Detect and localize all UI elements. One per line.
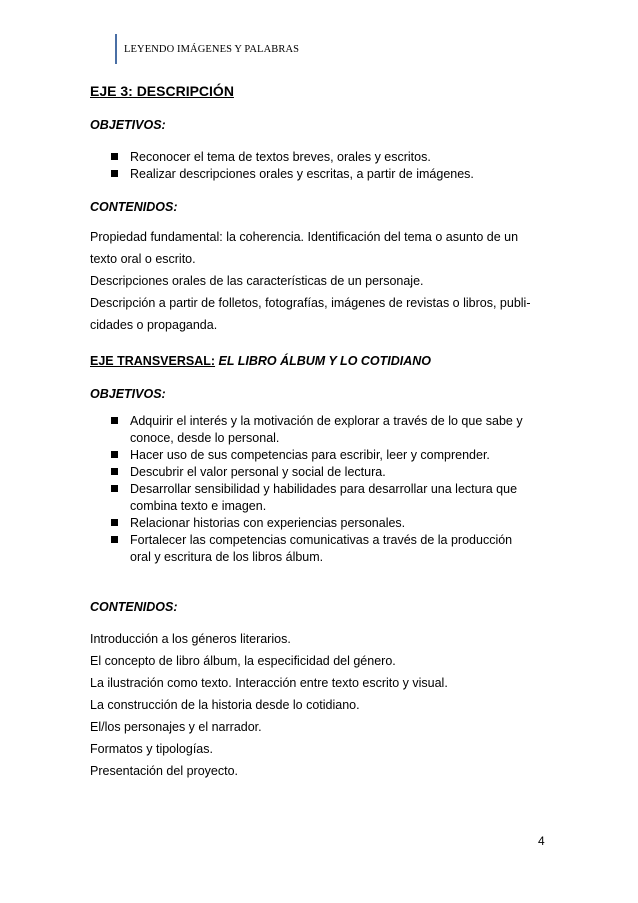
paragraph-line: Descripción a partir de folletos, fotografías, imágenes de revistas o libros, publi- <box>90 296 531 310</box>
square-bullet-icon <box>111 519 118 526</box>
list-item: Descubrir el valor personal y social de lectura. <box>90 464 550 481</box>
transversal-contenidos <box>90 628 550 782</box>
transversal-objetivos-list <box>90 413 550 566</box>
paragraph-line: texto oral o escrito. <box>90 252 196 266</box>
page-content <box>90 80 550 782</box>
paragraph-line: El/los personajes y el narrador. <box>90 720 262 734</box>
transversal-label: EJE TRANSVERSAL: <box>90 354 216 368</box>
paragraph-line: Propiedad fundamental: la coherencia. Identificación del tema o asunto de un <box>90 230 519 244</box>
eje3-objetivos-list <box>90 149 550 183</box>
eje3-objetivos-heading: OBJETIVOS: <box>90 118 166 132</box>
square-bullet-icon <box>111 485 118 492</box>
transversal-contenidos-heading: CONTENIDOS: <box>90 600 178 614</box>
paragraph-line: cidades o propaganda. <box>90 318 218 332</box>
paragraph-line: La construcción de la historia desde lo cotidiano. <box>90 698 360 712</box>
paragraph-line: Descripciones orales de las características de un personaje. <box>90 274 424 288</box>
square-bullet-icon <box>111 468 118 475</box>
transversal-title <box>90 352 550 370</box>
square-bullet-icon <box>111 417 118 424</box>
header-title: LEYENDO IMÁGENES Y PALABRAS <box>124 43 300 55</box>
paragraph-line: Formatos y tipologías. <box>90 742 213 756</box>
list-item: Fortalecer las competencias comunicativas a través de la producción oral y escritura de los libros álbum. <box>90 532 550 566</box>
eje3-contenidos <box>90 226 550 336</box>
paragraph-line: La ilustración como texto. Interacción entre texto escrito y visual. <box>90 676 448 690</box>
square-bullet-icon <box>111 170 118 177</box>
square-bullet-icon <box>111 153 118 160</box>
list-item: Realizar descripciones orales y escritas, a partir de imágenes. <box>90 166 550 183</box>
page-number: 4 <box>538 834 545 848</box>
running-header <box>115 34 299 64</box>
list-item: Adquirir el interés y la motivación de explorar a través de lo que sabe y conoce, desde lo personal. <box>90 413 550 447</box>
square-bullet-icon <box>111 536 118 543</box>
square-bullet-icon <box>111 451 118 458</box>
list-item: Desarrollar sensibilidad y habilidades para desarrollar una lectura que combina texto e imagen. <box>90 481 550 515</box>
paragraph-line: El concepto de libro álbum, la especificidad del género. <box>90 654 396 668</box>
paragraph-line: Presentación del proyecto. <box>90 764 239 778</box>
transversal-objetivos-heading: OBJETIVOS: <box>90 387 166 401</box>
list-item: Hacer uso de sus competencias para escribir, leer y comprender. <box>90 447 550 464</box>
list-item: Reconocer el tema de textos breves, orales y escritos. <box>90 149 550 166</box>
eje3-title: EJE 3: DESCRIPCIÓN <box>90 83 234 99</box>
paragraph-line: Introducción a los géneros literarios. <box>90 632 291 646</box>
eje3-contenidos-heading: CONTENIDOS: <box>90 200 178 214</box>
list-item: Relacionar historias con experiencias personales. <box>90 515 550 532</box>
transversal-subtitle: EL LIBRO ÁLBUM Y LO COTIDIANO <box>218 354 432 368</box>
